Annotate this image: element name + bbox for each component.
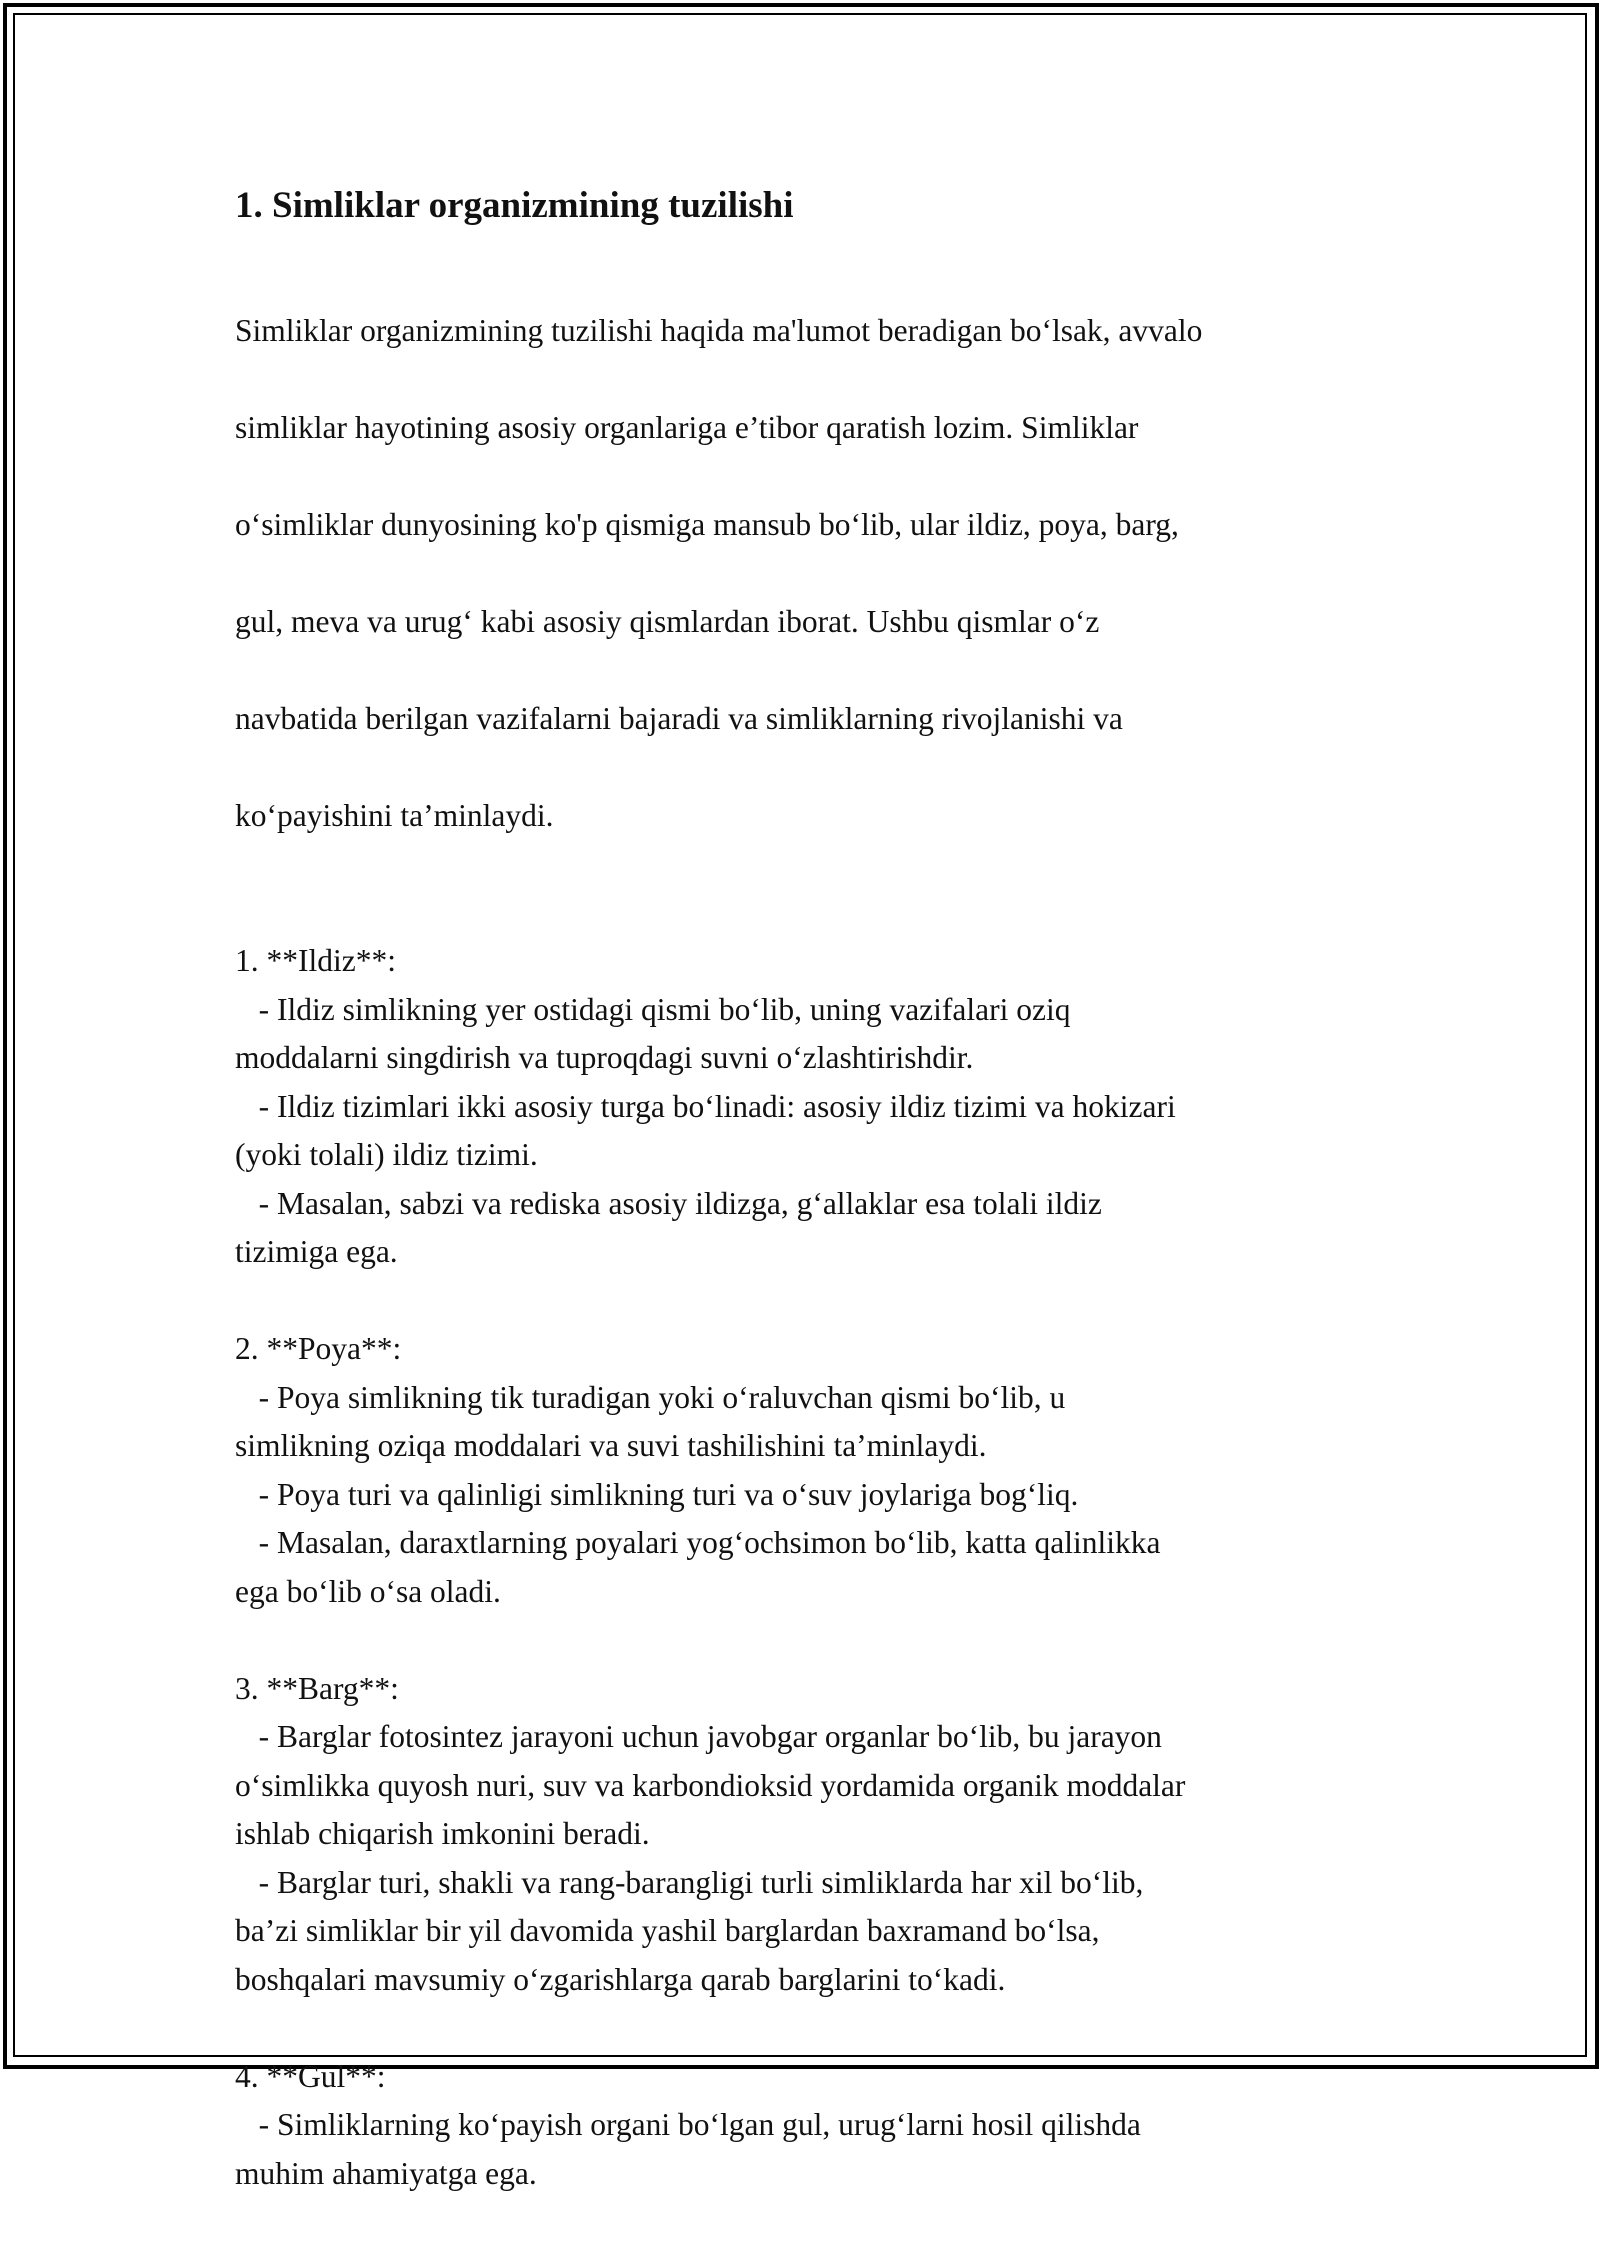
document-title: 1. Simliklar organizmining tuzilishi — [235, 185, 794, 226]
section-line: muhim ahamiyatga ega. — [235, 2155, 537, 2191]
section-title: 2. **Poya**: — [235, 1331, 402, 1366]
intro-line: simliklar hayotining asosiy organlariga e’tibor qaratish lozim. Simliklar — [235, 409, 1139, 445]
section-line: tizimiga ega. — [235, 1234, 398, 1269]
section-line: - Simliklarning ko‘payish organi bo‘lgan gul, urug‘larni hosil qilishda — [235, 2107, 1141, 2142]
document-body — [235, 182, 1395, 2247]
section-ildiz — [235, 937, 1395, 1277]
section-title: 1. **Ildiz**: — [235, 943, 396, 978]
section-line: - Ildiz simlikning yer ostidagi qismi bo‘lib, uning vazifalari oziq — [235, 991, 1071, 1027]
section-line: moddalarni singdirish va tuproqdagi suvni o‘zlashtirishdir. — [235, 1040, 974, 1075]
section-poya — [235, 1325, 1395, 1616]
section-gul — [235, 2053, 1395, 2199]
section-line: ega bo‘lib o‘sa oladi. — [235, 1573, 501, 1609]
section-line: - Barglar turi, shakli va rang-barangligi turli simliklarda har xil bo‘lib, — [235, 1864, 1144, 1900]
section-line: ba’zi simliklar bir yil davomida yashil barglardan baxramand bo‘lsa, — [235, 1913, 1100, 1948]
intro-line: o‘simliklar dunyosining ko'p qismiga mansub bo‘lib, ular ildiz, poya, barg, — [235, 506, 1179, 542]
section-line: - Poya turi va qalinligi simlikning turi va o‘suv joylariga bog‘liq. — [235, 1476, 1079, 1512]
section-title: 3. **Barg**: — [235, 1670, 399, 1706]
intro-line: Simliklar organizmining tuzilishi haqida ma'lumot beradigan bo‘lsak, avvalo — [235, 312, 1203, 348]
intro-line: ko‘payishini ta’minlaydi. — [235, 797, 554, 833]
section-line: - Barglar fotosintez jarayoni uchun javobgar organlar bo‘lib, bu jarayon — [235, 1719, 1162, 1754]
intro-line: gul, meva va urug‘ kabi asosiy qismlardan iborat. Ushbu qismlar o‘z — [235, 603, 1100, 639]
section-line: o‘simlikka quyosh nuri, suv va karbondioksid yordamida organik moddalar — [235, 1767, 1186, 1803]
section-line: (yoki tolali) ildiz tizimi. — [235, 1137, 538, 1172]
section-line: - Masalan, sabzi va rediska asosiy ildizga, g‘allaklar esa tolali ildiz — [235, 1185, 1102, 1221]
section-barg — [235, 1665, 1395, 2005]
section-line: ishlab chiqarish imkonini beradi. — [235, 1816, 650, 1851]
section-line: - Poya simlikning tik turadigan yoki o‘raluvchan qismi bo‘lib, u — [235, 1379, 1066, 1415]
section-line: simlikning oziqa moddalari va suvi tashilishini ta’minlaydi. — [235, 1428, 987, 1463]
section-line: - Ildiz tizimlari ikki asosiy turga bo‘linadi: asosiy ildiz tizimi va hokizari — [235, 1088, 1176, 1124]
section-line: - Masalan, daraxtlarning poyalari yog‘ochsimon bo‘lib, katta qalinlikka — [235, 1525, 1161, 1560]
intro-paragraph — [235, 258, 1395, 889]
intro-line: navbatida berilgan vazifalarni bajaradi va simliklarning rivojlanishi va — [235, 700, 1123, 736]
section-line: boshqalari mavsumiy o‘zgarishlarga qarab barglarini to‘kadi. — [235, 1961, 1006, 1997]
section-title: 4. **Gul**: — [235, 2058, 386, 2094]
